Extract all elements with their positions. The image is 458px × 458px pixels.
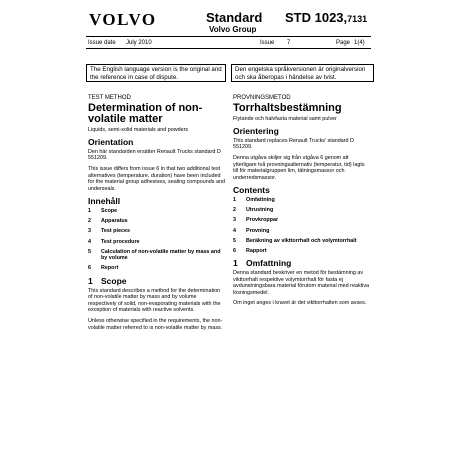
toc-item[interactable]: 2 Apparatus	[88, 218, 128, 225]
contents-heading: Innehåll	[88, 196, 121, 207]
orientation-heading: Orientation	[88, 137, 134, 148]
standard-number	[285, 10, 367, 25]
table-of-contents	[88, 208, 226, 272]
scope-paragraph-1: This standard describes a method for the determination of non-volatile matter by mass and by volume respectively of solid, non-evaporating materials with the exception of materials with reactive solvents.	[88, 287, 221, 314]
orientation-paragraph-2-sv: Denna utgåva skiljer sig från utgåva 6 genom att ytterligare två provningsalternativ (temperatur, tid) lagts till för materialgruppen lim, tätningsmassor och underredsmassor.	[233, 154, 365, 181]
toc-item[interactable]: 2 Utrustning	[233, 207, 274, 214]
toc-item[interactable]: 3 Provkroppar	[233, 217, 279, 224]
scope-paragraph-2: Unless otherwise specified in the requirements, the non-volatile matter referred to is non-volatile matter by mass.	[88, 318, 223, 331]
document-subtitle-sv: Flytande och halvfasta material samt pulver	[233, 115, 337, 122]
orientation-paragraph-1: Den här standarden ersätter Renault Trucks standard D 551209.	[88, 148, 221, 162]
scope-heading: 1 Scope	[88, 276, 127, 287]
orientation-paragraph-1-sv: This standard replaces Renault Trucks' standard D 551209.	[233, 137, 354, 151]
scope-section-sv	[233, 260, 371, 307]
volvo-logo: VOLVO	[89, 10, 157, 29]
scope-paragraph-2-sv: Om inget anges i kravet är det vikttorrhalten som avses.	[233, 300, 367, 307]
toc-item[interactable]: 4 Test procedure	[88, 238, 140, 245]
issue-date-label: Issue date	[88, 40, 116, 46]
document-title-sv: Torrhaltsbestämning	[233, 101, 342, 114]
table-of-contents-sv	[233, 197, 371, 255]
standard-number-suffix: 7131	[347, 14, 368, 24]
scope-section	[88, 278, 226, 331]
column-swedish	[233, 95, 371, 311]
toc-item[interactable]: 5 Calculation of non-volatile matter by mass and by volume	[88, 248, 221, 262]
toc-item[interactable]: 5 Beräkning av vikttorrhalt och volymtorrhalt	[233, 237, 357, 244]
column-english	[88, 95, 226, 335]
toc-item[interactable]: 3 Test pieces	[88, 228, 130, 235]
orientation-heading-sv: Orientering	[233, 126, 279, 137]
test-method-label-sv: PROVNINGSMETOD	[233, 95, 291, 101]
issue-date-value: July 2010	[126, 40, 152, 46]
notice-box-swedish: Den engelska språkversionen är originalversion och ska åberopas i händelse av tvist.	[231, 64, 374, 82]
standard-title: Standard	[206, 10, 263, 25]
header-rule-bottom	[86, 48, 371, 49]
page-value: 1(4)	[354, 40, 365, 46]
scope-heading-sv: 1 Omfattning	[233, 258, 292, 269]
toc-item[interactable]: 1 Omfattning	[233, 196, 275, 203]
orientation-paragraph-2: This issue differs from issue 6 in that two additional test alternatives (temperature, duration) have been included for the material group adhesives, sealing compounds and underseals.	[88, 165, 225, 192]
page-label: Page	[336, 40, 351, 46]
toc-item[interactable]: 1 Scope	[88, 207, 118, 214]
contents-heading-sv: Contents	[233, 185, 270, 196]
toc-item[interactable]: 4 Provning	[233, 227, 270, 234]
standard-subtitle: Volvo Group	[209, 25, 257, 34]
document-subtitle: Liquids, semi-solid materials and powders	[88, 126, 189, 133]
header-rule-top	[86, 36, 371, 37]
toc-item[interactable]: 6 Rapport	[233, 247, 267, 254]
issue-label: Issue	[260, 40, 275, 46]
scope-paragraph-1-sv: Denna standard beskriver en metod för bestämning av vikttorrhalt respektive volymtorrhalt för fasta ej avdunstningsbara material förutom material med reaktiva lösningsmedel.	[233, 270, 370, 296]
issue-value: 7	[287, 40, 291, 46]
notice-box-english: The English language version is the original and the reference in case of dispute.	[86, 64, 226, 82]
document-title: Determination of non-volatile matter	[88, 101, 203, 125]
test-method-label: TEST METHOD	[88, 95, 131, 101]
toc-item[interactable]: 6 Report	[88, 265, 119, 272]
standard-number-main: STD 1023,	[285, 10, 348, 25]
